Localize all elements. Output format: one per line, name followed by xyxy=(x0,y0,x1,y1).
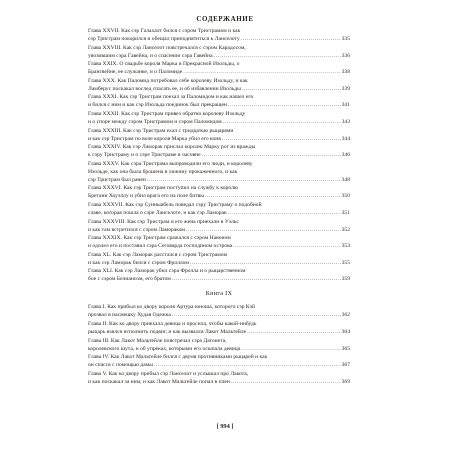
toc-entry-last-line xyxy=(88,361,350,369)
toc-entry-last-line xyxy=(88,311,350,319)
toc-entry-line: он спасся с помощью дамы xyxy=(88,362,154,369)
toc-entry-last-line xyxy=(88,192,350,200)
toc-entry-line: Глава XL. Как сэр Ламорак расстался с сэром Тристрамом xyxy=(88,251,228,258)
toc-entry-page: 351 xyxy=(341,209,350,216)
toc-entry xyxy=(88,337,350,353)
dot-leader xyxy=(228,209,341,217)
dot-leader xyxy=(172,311,341,319)
toc-entry xyxy=(88,44,350,60)
toc-entry xyxy=(88,320,350,336)
toc-entry-page: 348 xyxy=(341,176,350,183)
toc-entry-line: Глава II. Как ко двору приехала девица и просила, чтобы какой-нибудь xyxy=(88,320,257,327)
toc-entry-page: 343 xyxy=(341,118,350,125)
toc-entry-line: сэр Тристрам покорился и обещал приподнятиться к Ланселоту xyxy=(88,36,240,42)
toc-entry-page: 369 xyxy=(341,378,350,385)
table-of-contents xyxy=(88,27,350,386)
toc-entry-line: Глава I. Как прибыл ко двору короля Артура юноша, которого сэр Кэй xyxy=(88,304,255,311)
dot-leader xyxy=(147,176,341,184)
toc-entry-page: 344 xyxy=(341,135,350,142)
toc-entry-last-line xyxy=(88,275,350,283)
toc-entry-last-line xyxy=(88,259,350,267)
toc-entry-page: 355 xyxy=(341,259,350,266)
toc-entry xyxy=(88,370,350,386)
toc-entry-line: сэр Тристрам был ранен xyxy=(88,176,146,183)
dot-leader xyxy=(202,151,341,159)
dot-leader xyxy=(231,378,341,386)
toc-entry-last-line xyxy=(88,226,350,234)
toc-entry-line: бое с сэром Белиансом, его братом xyxy=(88,276,171,283)
toc-entry-page: 365 xyxy=(341,345,350,352)
page-number-value: 994 xyxy=(220,423,230,430)
toc-entry-page: 339 xyxy=(341,85,350,92)
dot-leader xyxy=(241,345,340,353)
toc-entry xyxy=(88,353,350,369)
toc-entry-line: Ламберус поскакал вослед спасать ее, и об избавлении Изольды xyxy=(88,85,241,92)
toc-entry-last-line xyxy=(88,101,350,109)
toc-entry-last-line xyxy=(88,242,350,250)
toc-entry-line: Глава XXXVI. Как сэр Тристрам поступил на службу к королю xyxy=(88,185,239,192)
toc-entry-last-line xyxy=(88,151,350,159)
dot-leader xyxy=(186,226,341,234)
toc-entry-line: и как там встретился с сэром Ламораком xyxy=(88,226,185,233)
toc-entry-page: 350 xyxy=(341,193,350,200)
dot-leader xyxy=(172,275,341,283)
toc-entry-last-line xyxy=(88,52,350,60)
toc-entry xyxy=(88,234,350,250)
dot-leader xyxy=(154,361,341,369)
toc-entry-line: увозившим сэра Гавейна, и о спасении сэра Гавейна xyxy=(88,52,213,59)
toc-entry-line: Глава XXIX. О свадьбе короля Марка и Прекрасной Изольды, о xyxy=(88,61,240,68)
toc-entry-line: Глава XXXIV. Как сэр Ламорак прислал королю Марку рог из вражды xyxy=(88,144,256,151)
toc-entry-line: Глава V. Как ко двору прибыл сэр Ланселот и услышал про Лакота, xyxy=(88,370,249,377)
toc-entry-last-line xyxy=(88,176,350,184)
toc-entry xyxy=(88,93,350,109)
toc-entry xyxy=(88,60,350,76)
toc-entry-last-line xyxy=(88,68,350,76)
toc-section-a xyxy=(88,27,350,283)
toc-entry-line: Глава XXXVIII. Как сэр Тристрам и его жена приехали в Уэльс xyxy=(88,218,239,225)
dot-leader xyxy=(241,35,341,43)
toc-entry-line: Глава XXXII. Как сэр Тристрам привез обратно королеву Изольду xyxy=(88,110,246,117)
toc-entry xyxy=(88,27,350,43)
toc-entry-line: королевского шута, и об упреках, которыми его осыпала девица xyxy=(88,345,241,352)
toc-entry-last-line xyxy=(88,135,350,143)
toc-entry-line: Глава XXXIX. Как сэр Тристрам сражался с сэром Навоном xyxy=(88,235,231,242)
toc-entry-line: Глава XXVII. Как сэр Галахалт бился с сэром Тристрамом и как xyxy=(88,28,241,34)
dot-leader xyxy=(233,242,340,250)
toc-entry-line: к сэру Тристраму и о сэре Тристраме в часовне xyxy=(88,152,201,159)
dot-leader xyxy=(205,192,341,200)
toc-entry-last-line xyxy=(88,118,350,126)
toc-entry-page: 338 xyxy=(341,69,350,76)
toc-section-b xyxy=(88,303,350,385)
toc-entry-line: Глава XLI. Как сэр Ламорак убил сэра Фролла и о рыцарственном xyxy=(88,268,246,275)
toc-entry xyxy=(88,303,350,319)
toc-entry-line: Глава XXX. Как Паломид потребовал себе королеву Изольду, и как xyxy=(88,77,248,84)
toc-entry-page: 352 xyxy=(341,226,350,233)
dot-leader xyxy=(183,68,340,76)
toc-entry-last-line xyxy=(88,345,350,353)
toc-entry-line: и как поскакал за ним, и как Лакот Мальтейле попал в плен xyxy=(88,378,230,385)
book-heading: Книга IX xyxy=(205,290,233,298)
toc-entry-page: 362 xyxy=(341,312,350,319)
toc-entry-line: Бретани Хоуэллу и убил врага его на поле битвы xyxy=(88,193,205,200)
dot-leader xyxy=(222,135,341,143)
toc-entry-line: Изольдe, как она была брошена в хижину прокаженного, и как xyxy=(88,168,238,175)
dot-leader xyxy=(247,328,341,336)
toc-entry-last-line xyxy=(88,209,350,217)
toc-entry-line: Глава XXVIII. Как сэр Ланселот повстречался с сэром Карадосом, xyxy=(88,44,246,51)
toc-entry xyxy=(88,218,350,234)
toc-entry xyxy=(88,77,350,93)
page-header: СОДЕРЖАНИЕ xyxy=(196,15,254,23)
toc-entry-page: 335 xyxy=(341,36,350,42)
toc-entry-line: Глава XXXI. Как сэр Тристрам поехал за Паломидом и как нашел его xyxy=(88,94,254,101)
toc-entry-last-line xyxy=(88,378,350,386)
dot-leader xyxy=(242,85,341,93)
toc-entry-last-line xyxy=(88,35,350,43)
toc-entry-line: рыцарь взялся исполнить подвиг, и как вызвался Лакот Мальтейле xyxy=(88,328,247,335)
dot-leader xyxy=(214,52,341,60)
toc-entry xyxy=(88,110,350,126)
toc-entry-page: 341 xyxy=(341,102,350,109)
toc-entry xyxy=(88,127,350,143)
toc-entry xyxy=(88,184,350,200)
toc-entry-line: Глава XXXV. Как сэра Тристрама выпроводили его люди, и королеву xyxy=(88,160,253,167)
toc-entry-line: и о споре между сэром Тристрамом и сэром Паломидом xyxy=(88,118,222,125)
toc-entry-line: и как сэр Ламорак бился с сэром Фроллом xyxy=(88,259,189,266)
toc-entry xyxy=(88,160,350,184)
toc-entry-page: 346 xyxy=(341,152,350,159)
toc-entry-page: 364 xyxy=(341,328,350,335)
toc-entry-line: прозвал в насмешку Худая Одежка xyxy=(88,312,171,319)
toc-entry-line: и бился с ним и как сэр Изольда поединок был прекращен xyxy=(88,102,227,109)
toc-entry xyxy=(88,267,350,283)
toc-entry-line: и как сэр Тристрам по воле короля Марка убил его коня xyxy=(88,135,221,142)
toc-entry-last-line xyxy=(88,85,350,93)
page-number: [ 994 ] xyxy=(216,423,234,430)
toc-entry-line: и одолел его и поставил сэра Сеговарда господином острова xyxy=(88,243,233,250)
dot-leader xyxy=(223,118,341,126)
toc-entry xyxy=(88,251,350,267)
toc-entry-line: Глава III. Как Лакот Мальтейле повстречал сэра Дагонета, xyxy=(88,337,227,344)
toc-entry-last-line xyxy=(88,328,350,336)
toc-entry-page: 359 xyxy=(341,276,350,283)
toc-entry-line: Брангвейне, ее служанке, и о Паломиде xyxy=(88,69,183,76)
toc-entry-line: Глава XXXVII. Как сэр Суиныабель поведал сэру Тристраму о подобной xyxy=(88,201,262,208)
dot-leader xyxy=(190,259,341,267)
toc-entry-page: 367 xyxy=(341,362,350,369)
toc-entry xyxy=(88,201,350,217)
toc-entry-page: 336 xyxy=(341,52,350,59)
toc-entry-line: славе, которая пошла о сэре Ланселоте, и как сэр Ламорак xyxy=(88,209,227,216)
toc-entry-line: Глава IV. Как Лакот Мальтейле бился с двумя противниками рыцарей и как xyxy=(88,354,268,361)
dot-leader xyxy=(228,101,341,109)
toc-entry-page: 353 xyxy=(341,243,350,250)
toc-entry-line: Глава XXXIII. Как сэр Тристрам ехал с тридцатью рыцарями xyxy=(88,127,234,134)
toc-entry xyxy=(88,143,350,159)
